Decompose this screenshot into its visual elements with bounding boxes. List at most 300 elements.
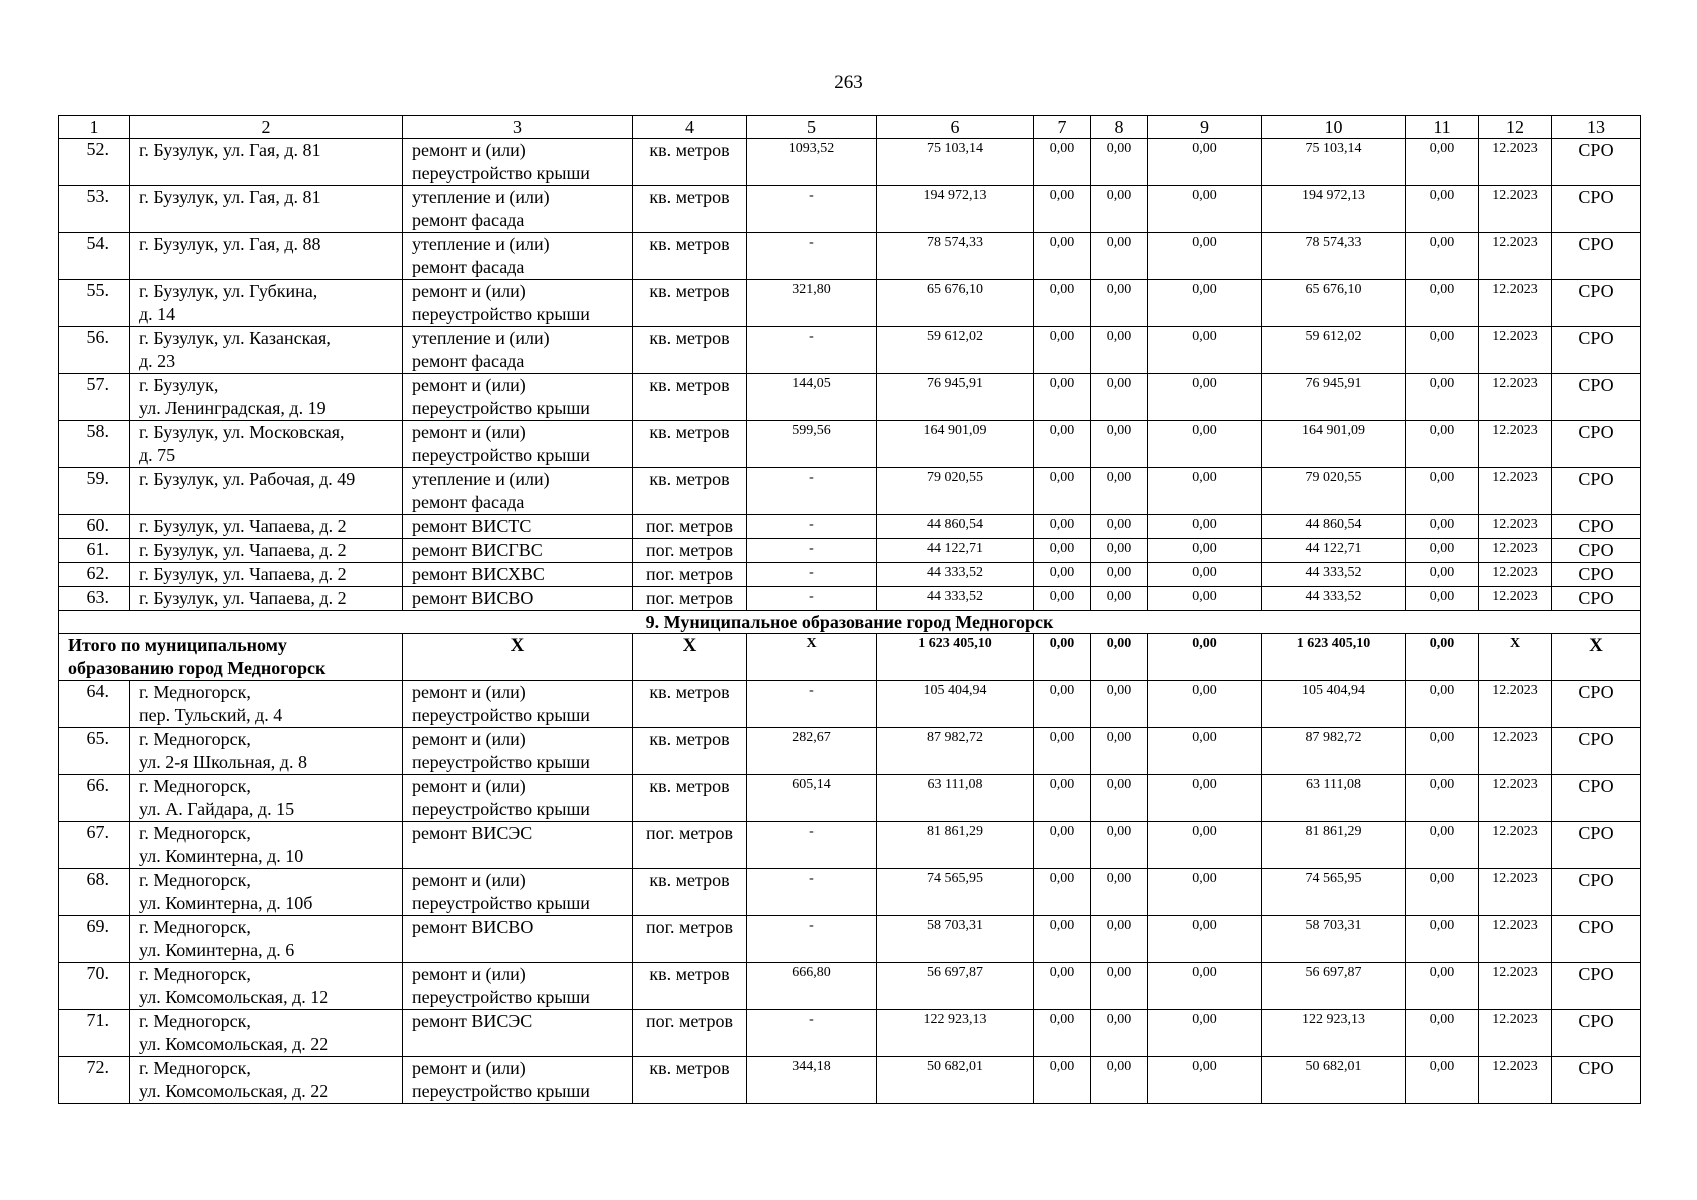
value-cell-c11: 0,00	[1406, 139, 1479, 186]
work-type-line: утепление и (или)	[412, 469, 550, 489]
work-type-line: переустройство крыши	[412, 893, 590, 913]
table-row	[59, 916, 1641, 963]
table-row	[59, 822, 1641, 869]
value-cell-c7: 0,00	[1034, 374, 1091, 421]
page-number: 263	[834, 72, 863, 93]
value-cell-c8: 0,00	[1091, 1010, 1148, 1057]
column-header: 9	[1148, 116, 1262, 139]
value-cell-c8: 0,00	[1091, 775, 1148, 822]
value-cell-c9: 0,00	[1148, 728, 1262, 775]
value-cell-c11: 0,00	[1406, 539, 1479, 563]
work-type-line: ремонт ВИСВО	[412, 917, 534, 937]
value-cell-c8: 0,00	[1091, 139, 1148, 186]
value-cell-c11: 0,00	[1406, 681, 1479, 728]
total-row	[59, 634, 1641, 681]
value-cell-c8: 0,00	[1091, 186, 1148, 233]
total-label-line: образованию город Медногорск	[68, 658, 326, 678]
work-type-cell	[403, 374, 633, 421]
address-cell	[130, 421, 403, 468]
value-cell-c7: 0,00	[1034, 1010, 1091, 1057]
value-cell-c10: 75 103,14	[1262, 139, 1406, 186]
value-cell-c8: 0,00	[1091, 681, 1148, 728]
executor-cell: СРО	[1552, 539, 1641, 563]
total-c10: 1 623 405,10	[1262, 634, 1406, 681]
value-cell-c12: 12.2023	[1479, 963, 1552, 1010]
value-cell-c8: 0,00	[1091, 916, 1148, 963]
value-cell-c10: 105 404,94	[1262, 681, 1406, 728]
value-cell-c5: -	[747, 822, 877, 869]
unit-cell: кв. метров	[633, 327, 747, 374]
value-cell-c9: 0,00	[1148, 139, 1262, 186]
executor-cell: СРО	[1552, 822, 1641, 869]
executor-cell: СРО	[1552, 587, 1641, 611]
value-cell-c5: -	[747, 1010, 877, 1057]
value-cell-c6: 81 861,29	[877, 822, 1034, 869]
value-cell-c12: 12.2023	[1479, 1057, 1552, 1104]
address-line: ул. Коминтерна, д. 10	[139, 846, 304, 866]
executor-cell: СРО	[1552, 963, 1641, 1010]
column-number-row	[59, 116, 1641, 139]
value-cell-c8: 0,00	[1091, 515, 1148, 539]
row-number: 55.	[59, 280, 130, 327]
value-cell-c11: 0,00	[1406, 869, 1479, 916]
row-number: 62.	[59, 563, 130, 587]
row-number: 71.	[59, 1010, 130, 1057]
unit-cell: кв. метров	[633, 421, 747, 468]
column-header: 11	[1406, 116, 1479, 139]
address-cell	[130, 468, 403, 515]
section-title-row	[59, 611, 1641, 634]
address-line: ул. А. Гайдара, д. 15	[139, 799, 295, 819]
address-line: г. Бузулук, ул. Губкина,	[139, 281, 318, 301]
value-cell-c8: 0,00	[1091, 1057, 1148, 1104]
value-cell-c9: 0,00	[1148, 869, 1262, 916]
value-cell-c11: 0,00	[1406, 822, 1479, 869]
row-number: 61.	[59, 539, 130, 563]
value-cell-c12: 12.2023	[1479, 563, 1552, 587]
address-cell	[130, 1057, 403, 1104]
value-cell-c8: 0,00	[1091, 728, 1148, 775]
work-type-cell	[403, 916, 633, 963]
executor-cell: СРО	[1552, 1057, 1641, 1104]
value-cell-c6: 78 574,33	[877, 233, 1034, 280]
value-cell-c12: 12.2023	[1479, 681, 1552, 728]
value-cell-c8: 0,00	[1091, 822, 1148, 869]
work-type-line: ремонт ВИСЭС	[412, 1011, 533, 1031]
executor-cell: СРО	[1552, 563, 1641, 587]
value-cell-c12: 12.2023	[1479, 515, 1552, 539]
value-cell-c11: 0,00	[1406, 327, 1479, 374]
table-row	[59, 775, 1641, 822]
work-type-line: ремонт и (или)	[412, 140, 526, 160]
work-type-cell	[403, 515, 633, 539]
section-title: 9. Муниципальное образование город Медногорск	[59, 611, 1641, 634]
value-cell-c5: -	[747, 539, 877, 563]
value-cell-c12: 12.2023	[1479, 822, 1552, 869]
value-cell-c9: 0,00	[1148, 186, 1262, 233]
value-cell-c11: 0,00	[1406, 280, 1479, 327]
work-type-cell	[403, 563, 633, 587]
value-cell-c8: 0,00	[1091, 468, 1148, 515]
value-cell-c11: 0,00	[1406, 186, 1479, 233]
table-row	[59, 374, 1641, 421]
value-cell-c12: 12.2023	[1479, 775, 1552, 822]
executor-cell: СРО	[1552, 681, 1641, 728]
value-cell-c12: 12.2023	[1479, 421, 1552, 468]
value-cell-c10: 59 612,02	[1262, 327, 1406, 374]
value-cell-c5: 344,18	[747, 1057, 877, 1104]
table-body	[59, 116, 1641, 1104]
work-type-line: ремонт ВИСХВС	[412, 564, 545, 584]
work-type-cell	[403, 869, 633, 916]
value-cell-c11: 0,00	[1406, 563, 1479, 587]
address-cell	[130, 563, 403, 587]
total-c9: 0,00	[1148, 634, 1262, 681]
column-header: 12	[1479, 116, 1552, 139]
address-line: г. Медногорск,	[139, 729, 251, 749]
value-cell-c5: 1093,52	[747, 139, 877, 186]
address-cell	[130, 374, 403, 421]
column-header: 10	[1262, 116, 1406, 139]
executor-cell: СРО	[1552, 728, 1641, 775]
value-cell-c9: 0,00	[1148, 374, 1262, 421]
value-cell-c10: 44 122,71	[1262, 539, 1406, 563]
work-type-line: переустройство крыши	[412, 705, 590, 725]
address-cell	[130, 869, 403, 916]
work-type-line: переустройство крыши	[412, 1081, 590, 1101]
address-line: г. Медногорск,	[139, 1011, 251, 1031]
work-type-cell	[403, 822, 633, 869]
value-cell-c11: 0,00	[1406, 1010, 1479, 1057]
unit-cell: пог. метров	[633, 515, 747, 539]
work-type-line: ремонт фасада	[412, 351, 525, 371]
address-line: г. Медногорск,	[139, 776, 251, 796]
row-number: 57.	[59, 374, 130, 421]
value-cell-c6: 79 020,55	[877, 468, 1034, 515]
table-row	[59, 280, 1641, 327]
value-cell-c7: 0,00	[1034, 587, 1091, 611]
work-type-line: ремонт и (или)	[412, 422, 526, 442]
executor-cell: СРО	[1552, 280, 1641, 327]
column-header: 3	[403, 116, 633, 139]
value-cell-c5: 144,05	[747, 374, 877, 421]
address-cell	[130, 681, 403, 728]
value-cell-c9: 0,00	[1148, 963, 1262, 1010]
work-type-cell	[403, 186, 633, 233]
unit-cell: кв. метров	[633, 963, 747, 1010]
value-cell-c10: 122 923,13	[1262, 1010, 1406, 1057]
value-cell-c10: 44 860,54	[1262, 515, 1406, 539]
value-cell-c6: 75 103,14	[877, 139, 1034, 186]
row-number: 72.	[59, 1057, 130, 1104]
work-type-line: переустройство крыши	[412, 799, 590, 819]
work-type-cell	[403, 963, 633, 1010]
table-row	[59, 1010, 1641, 1057]
value-cell-c5: -	[747, 587, 877, 611]
table-row	[59, 139, 1641, 186]
column-header: 13	[1552, 116, 1641, 139]
column-header: 2	[130, 116, 403, 139]
value-cell-c7: 0,00	[1034, 822, 1091, 869]
value-cell-c7: 0,00	[1034, 916, 1091, 963]
value-cell-c8: 0,00	[1091, 963, 1148, 1010]
address-cell	[130, 280, 403, 327]
row-number: 53.	[59, 186, 130, 233]
work-type-line: переустройство крыши	[412, 987, 590, 1007]
value-cell-c11: 0,00	[1406, 468, 1479, 515]
unit-cell: пог. метров	[633, 539, 747, 563]
address-line: ул. Комсомольская, д. 12	[139, 987, 329, 1007]
value-cell-c11: 0,00	[1406, 587, 1479, 611]
value-cell-c11: 0,00	[1406, 775, 1479, 822]
address-cell	[130, 1010, 403, 1057]
address-line: г. Медногорск,	[139, 682, 251, 702]
work-type-line: ремонт ВИСТС	[412, 516, 532, 536]
value-cell-c7: 0,00	[1034, 421, 1091, 468]
work-type-cell	[403, 728, 633, 775]
address-cell	[130, 775, 403, 822]
value-cell-c9: 0,00	[1148, 916, 1262, 963]
row-number: 65.	[59, 728, 130, 775]
value-cell-c12: 12.2023	[1479, 139, 1552, 186]
address-line: д. 14	[139, 304, 176, 324]
value-cell-c7: 0,00	[1034, 563, 1091, 587]
address-line: г. Медногорск,	[139, 823, 251, 843]
address-line: г. Бузулук, ул. Рабочая, д. 49	[139, 469, 356, 489]
capital-repair-table	[58, 115, 1641, 1104]
value-cell-c6: 194 972,13	[877, 186, 1034, 233]
value-cell-c8: 0,00	[1091, 374, 1148, 421]
value-cell-c9: 0,00	[1148, 233, 1262, 280]
value-cell-c6: 44 333,52	[877, 563, 1034, 587]
value-cell-c9: 0,00	[1148, 327, 1262, 374]
work-type-line: переустройство крыши	[412, 163, 590, 183]
value-cell-c7: 0,00	[1034, 468, 1091, 515]
work-type-cell	[403, 468, 633, 515]
value-cell-c12: 12.2023	[1479, 587, 1552, 611]
work-type-cell	[403, 587, 633, 611]
address-line: ул. Ленинградская, д. 19	[139, 398, 326, 418]
executor-cell: СРО	[1552, 775, 1641, 822]
value-cell-c8: 0,00	[1091, 280, 1148, 327]
address-line: г. Бузулук, ул. Московская,	[139, 422, 345, 442]
work-type-cell	[403, 327, 633, 374]
work-type-line: переустройство крыши	[412, 752, 590, 772]
unit-cell: пог. метров	[633, 587, 747, 611]
value-cell-c10: 50 682,01	[1262, 1057, 1406, 1104]
value-cell-c12: 12.2023	[1479, 280, 1552, 327]
work-type-line: ремонт и (или)	[412, 776, 526, 796]
table-row	[59, 563, 1641, 587]
work-type-cell	[403, 139, 633, 186]
value-cell-c9: 0,00	[1148, 563, 1262, 587]
unit-cell: кв. метров	[633, 139, 747, 186]
value-cell-c5: -	[747, 468, 877, 515]
unit-cell: пог. метров	[633, 822, 747, 869]
work-type-cell	[403, 775, 633, 822]
work-type-line: ремонт ВИСЭС	[412, 823, 533, 843]
column-header: 8	[1091, 116, 1148, 139]
value-cell-c11: 0,00	[1406, 233, 1479, 280]
value-cell-c6: 65 676,10	[877, 280, 1034, 327]
value-cell-c9: 0,00	[1148, 1010, 1262, 1057]
value-cell-c10: 63 111,08	[1262, 775, 1406, 822]
value-cell-c12: 12.2023	[1479, 186, 1552, 233]
table-row	[59, 421, 1641, 468]
unit-cell: пог. метров	[633, 916, 747, 963]
value-cell-c6: 76 945,91	[877, 374, 1034, 421]
work-type-line: переустройство крыши	[412, 304, 590, 324]
value-cell-c7: 0,00	[1034, 775, 1091, 822]
address-cell	[130, 539, 403, 563]
value-cell-c5: 605,14	[747, 775, 877, 822]
work-type-line: ремонт фасада	[412, 257, 525, 277]
value-cell-c9: 0,00	[1148, 280, 1262, 327]
value-cell-c10: 56 697,87	[1262, 963, 1406, 1010]
value-cell-c6: 50 682,01	[877, 1057, 1034, 1104]
unit-cell: кв. метров	[633, 869, 747, 916]
work-type-line: ремонт и (или)	[412, 870, 526, 890]
value-cell-c10: 87 982,72	[1262, 728, 1406, 775]
work-type-line: ремонт ВИСВО	[412, 588, 534, 608]
row-number: 59.	[59, 468, 130, 515]
table-row	[59, 515, 1641, 539]
value-cell-c11: 0,00	[1406, 1057, 1479, 1104]
row-number: 68.	[59, 869, 130, 916]
unit-cell: кв. метров	[633, 1057, 747, 1104]
address-line: д. 75	[139, 445, 176, 465]
value-cell-c8: 0,00	[1091, 233, 1148, 280]
executor-cell: СРО	[1552, 421, 1641, 468]
work-type-line: ремонт и (или)	[412, 729, 526, 749]
total-c7: 0,00	[1034, 634, 1091, 681]
value-cell-c5: 321,80	[747, 280, 877, 327]
value-cell-c12: 12.2023	[1479, 539, 1552, 563]
value-cell-c10: 58 703,31	[1262, 916, 1406, 963]
address-line: г. Бузулук, ул. Чапаева, д. 2	[139, 540, 347, 560]
value-cell-c8: 0,00	[1091, 587, 1148, 611]
address-line: г. Бузулук, ул. Чапаева, д. 2	[139, 516, 347, 536]
table-row	[59, 186, 1641, 233]
table-row	[59, 233, 1641, 280]
value-cell-c6: 74 565,95	[877, 869, 1034, 916]
value-cell-c5: -	[747, 233, 877, 280]
unit-cell: кв. метров	[633, 681, 747, 728]
value-cell-c11: 0,00	[1406, 963, 1479, 1010]
address-cell	[130, 327, 403, 374]
work-type-line: утепление и (или)	[412, 328, 550, 348]
executor-cell: СРО	[1552, 869, 1641, 916]
value-cell-c9: 0,00	[1148, 822, 1262, 869]
value-cell-c9: 0,00	[1148, 421, 1262, 468]
work-type-line: ремонт и (или)	[412, 281, 526, 301]
address-line: г. Бузулук, ул. Гая, д. 88	[139, 234, 321, 254]
row-number: 64.	[59, 681, 130, 728]
executor-cell: СРО	[1552, 374, 1641, 421]
value-cell-c12: 12.2023	[1479, 869, 1552, 916]
value-cell-c10: 194 972,13	[1262, 186, 1406, 233]
value-cell-c12: 12.2023	[1479, 327, 1552, 374]
value-cell-c5: -	[747, 515, 877, 539]
value-cell-c7: 0,00	[1034, 539, 1091, 563]
value-cell-c10: 76 945,91	[1262, 374, 1406, 421]
value-cell-c5: -	[747, 327, 877, 374]
value-cell-c9: 0,00	[1148, 515, 1262, 539]
total-c12: Х	[1479, 634, 1552, 681]
value-cell-c11: 0,00	[1406, 515, 1479, 539]
value-cell-c7: 0,00	[1034, 681, 1091, 728]
address-cell	[130, 515, 403, 539]
value-cell-c9: 0,00	[1148, 775, 1262, 822]
value-cell-c10: 65 676,10	[1262, 280, 1406, 327]
work-type-cell	[403, 280, 633, 327]
table-row	[59, 869, 1641, 916]
address-line: ул. 2-я Школьная, д. 8	[139, 752, 307, 772]
value-cell-c8: 0,00	[1091, 421, 1148, 468]
total-c5: Х	[747, 634, 877, 681]
unit-cell: кв. метров	[633, 728, 747, 775]
value-cell-c11: 0,00	[1406, 374, 1479, 421]
work-type-cell	[403, 421, 633, 468]
address-line: г. Бузулук, ул. Чапаева, д. 2	[139, 564, 347, 584]
value-cell-c8: 0,00	[1091, 869, 1148, 916]
row-number: 63.	[59, 587, 130, 611]
unit-cell: кв. метров	[633, 775, 747, 822]
value-cell-c10: 78 574,33	[1262, 233, 1406, 280]
work-type-line: утепление и (или)	[412, 187, 550, 207]
address-line: г. Бузулук, ул. Казанская,	[139, 328, 331, 348]
address-line: ул. Комсомольская, д. 22	[139, 1034, 329, 1054]
work-type-line: переустройство крыши	[412, 445, 590, 465]
column-header: 5	[747, 116, 877, 139]
value-cell-c7: 0,00	[1034, 728, 1091, 775]
address-line: г. Медногорск,	[139, 964, 251, 984]
value-cell-c10: 164 901,09	[1262, 421, 1406, 468]
address-line: д. 23	[139, 351, 176, 371]
address-cell	[130, 233, 403, 280]
address-line: г. Медногорск,	[139, 1058, 251, 1078]
row-number: 58.	[59, 421, 130, 468]
value-cell-c12: 12.2023	[1479, 374, 1552, 421]
value-cell-c6: 105 404,94	[877, 681, 1034, 728]
column-header: 4	[633, 116, 747, 139]
address-cell	[130, 916, 403, 963]
total-label-line: Итого по муниципальному	[68, 635, 287, 655]
work-type-cell	[403, 1057, 633, 1104]
executor-cell: СРО	[1552, 916, 1641, 963]
unit-cell: кв. метров	[633, 374, 747, 421]
value-cell-c7: 0,00	[1034, 139, 1091, 186]
value-cell-c6: 164 901,09	[877, 421, 1034, 468]
value-cell-c10: 44 333,52	[1262, 587, 1406, 611]
value-cell-c10: 79 020,55	[1262, 468, 1406, 515]
table-row	[59, 539, 1641, 563]
value-cell-c6: 59 612,02	[877, 327, 1034, 374]
table-row	[59, 587, 1641, 611]
address-line: г. Медногорск,	[139, 870, 251, 890]
work-type-line: ремонт и (или)	[412, 1058, 526, 1078]
work-type-cell	[403, 1010, 633, 1057]
row-number: 54.	[59, 233, 130, 280]
table-row	[59, 1057, 1641, 1104]
value-cell-c6: 87 982,72	[877, 728, 1034, 775]
executor-cell: СРО	[1552, 233, 1641, 280]
executor-cell: СРО	[1552, 515, 1641, 539]
value-cell-c7: 0,00	[1034, 1057, 1091, 1104]
address-line: г. Бузулук, ул. Гая, д. 81	[139, 140, 321, 160]
address-cell	[130, 587, 403, 611]
unit-cell: пог. метров	[633, 1010, 747, 1057]
